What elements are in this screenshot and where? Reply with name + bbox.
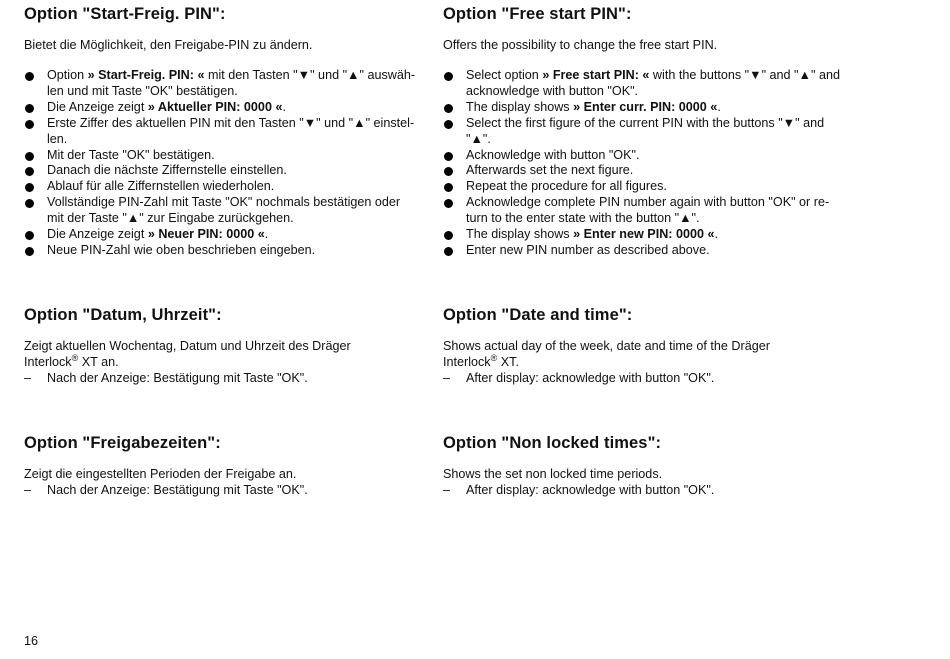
section-heading: Option "Free start PIN":	[443, 5, 632, 23]
registered-mark: ®	[490, 353, 498, 363]
list-item: Afterwards set the next figure.	[443, 163, 848, 179]
list-item: Neue PIN-Zahl wie oben beschrieben eingeben.	[24, 243, 429, 259]
list-item: Vollständige PIN-Zahl mit Taste "OK" nochmals bestätigen oder mit der Taste "▲" zur Eingabe zurückgehen.	[24, 195, 429, 227]
list-item: The display shows » Enter new PIN: 0000 «.	[443, 227, 848, 243]
list-item: Die Anzeige zeigt » Aktueller PIN: 0000 «.	[24, 100, 429, 116]
section-non-locked-times-en	[443, 432, 848, 498]
bullet-icon	[25, 152, 34, 161]
list-item: Erste Ziffer des aktuellen PIN mit den Tasten "▼" und "▲" einstel- len.	[24, 116, 429, 148]
section-intro: Offers the possibility to change the free start PIN.	[443, 38, 718, 52]
bullet-icon	[25, 120, 34, 129]
list-item: Ablauf für alle Ziffernstellen wiederholen.	[24, 179, 429, 195]
bullet-icon	[444, 120, 453, 129]
list-item: – After display: acknowledge with button "OK".	[443, 371, 715, 385]
section-heading: Option "Datum, Uhrzeit":	[24, 306, 222, 324]
list-item: Enter new PIN number as described above.	[443, 243, 848, 259]
list-item: Select option » Free start PIN: « with the buttons "▼" and "▲" and acknowledge with button "OK".	[443, 68, 848, 100]
page-number: 16	[24, 634, 39, 648]
section-release-times-de	[24, 432, 429, 498]
bullet-icon	[25, 167, 34, 176]
section-heading: Option "Date and time":	[443, 306, 633, 324]
section-heading: Option "Freigabezeiten":	[24, 434, 221, 452]
bullet-icon	[444, 183, 453, 192]
section-date-time-de	[24, 304, 429, 386]
dash-mark: –	[443, 483, 451, 497]
bullet-icon	[444, 199, 453, 208]
section-heading: Option "Start-Freig. PIN":	[24, 5, 226, 23]
section-start-pin-de	[24, 3, 429, 259]
list-item: Acknowledge with button "OK".	[443, 148, 848, 164]
list-item: Mit der Taste "OK" bestätigen.	[24, 148, 429, 164]
dash-mark: –	[24, 371, 32, 385]
bullet-icon	[444, 104, 453, 113]
section-date-time-en	[443, 304, 848, 386]
section-intro: Bietet die Möglichkeit, den Freigabe-PIN zu ändern.	[24, 38, 313, 52]
bullet-icon	[25, 72, 34, 81]
list-item: – Nach der Anzeige: Bestätigung mit Taste "OK".	[24, 483, 308, 497]
bullet-icon	[25, 247, 34, 256]
dash-mark: –	[443, 371, 451, 385]
section-intro: Shows the set non locked time periods.	[443, 467, 663, 481]
list-item: Repeat the procedure for all figures.	[443, 179, 848, 195]
dash-mark: –	[24, 483, 32, 497]
section-start-pin-en	[443, 3, 848, 259]
bullet-icon	[25, 183, 34, 192]
step-list	[443, 68, 848, 259]
bullet-icon	[25, 199, 34, 208]
list-item: – After display: acknowledge with button "OK".	[443, 483, 715, 497]
dash-list	[24, 370, 429, 386]
section-heading: Option "Non locked times":	[443, 434, 662, 452]
bullet-icon	[25, 231, 34, 240]
bullet-icon	[444, 72, 453, 81]
list-item: Option » Start-Freig. PIN: « mit den Tasten "▼" und "▲" auswäh- len und mit Taste "OK" bestätigen.	[24, 68, 429, 100]
list-item: Danach die nächste Ziffernstelle einstellen.	[24, 163, 429, 179]
dash-list	[443, 370, 848, 386]
section-intro: Shows actual day of the week, date and time of the Dräger Interlock® XT.	[443, 339, 770, 369]
bullet-icon	[444, 152, 453, 161]
registered-mark: ®	[71, 353, 79, 363]
section-intro: Zeigt die eingestellten Perioden der Freigabe an.	[24, 467, 297, 481]
list-item: Die Anzeige zeigt » Neuer PIN: 0000 «.	[24, 227, 429, 243]
section-intro: Zeigt aktuellen Wochentag, Datum und Uhrzeit des Dräger Interlock® XT an.	[24, 339, 351, 369]
list-item: Acknowledge complete PIN number again with button "OK" or re- turn to the enter state with the button "▲".	[443, 195, 848, 227]
step-list	[24, 68, 429, 259]
dash-list	[24, 482, 429, 498]
dash-list	[443, 482, 848, 498]
list-item: Select the first figure of the current PIN with the buttons "▼" and "▲".	[443, 116, 848, 148]
bullet-icon	[444, 231, 453, 240]
bullet-icon	[444, 167, 453, 176]
list-item: – Nach der Anzeige: Bestätigung mit Taste "OK".	[24, 371, 308, 385]
bullet-icon	[25, 104, 34, 113]
list-item: The display shows » Enter curr. PIN: 0000 «.	[443, 100, 848, 116]
bullet-icon	[444, 247, 453, 256]
